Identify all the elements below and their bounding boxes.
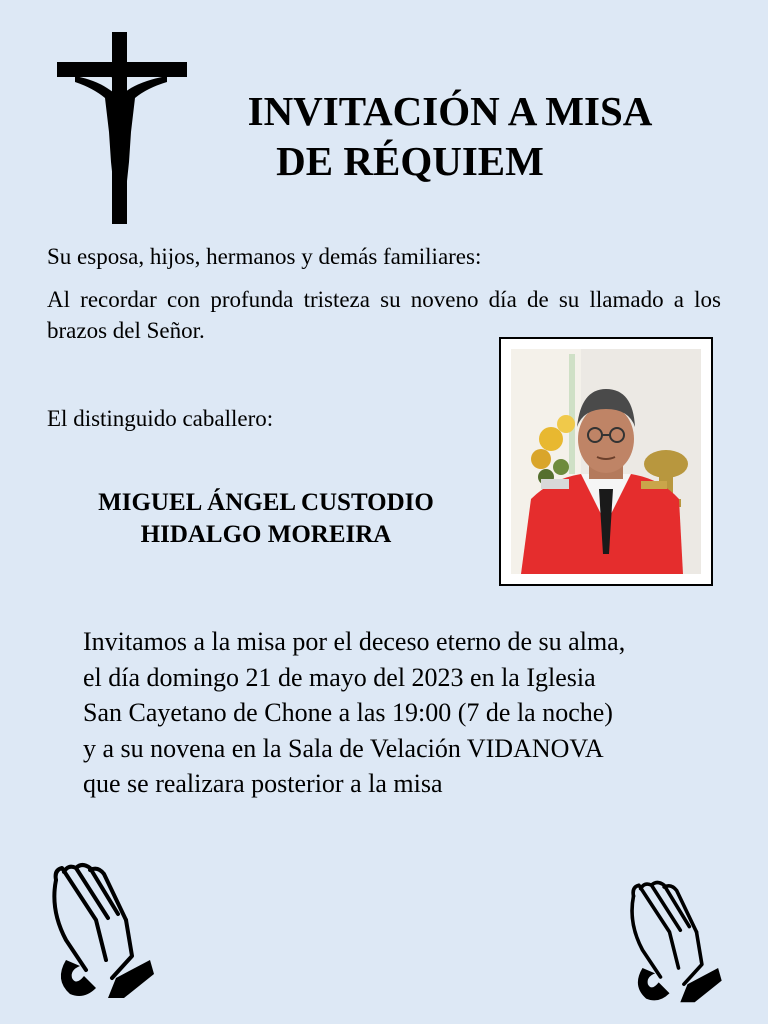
remembrance-paragraph: Al recordar con profunda tristeza su noveno día de su llamado a los brazos del Señor. (47, 287, 721, 343)
deceased-name-line-2: HIDALGO MOREIRA (140, 521, 392, 548)
invitation-paragraph (83, 624, 723, 802)
invitation-line-2: el día domingo 21 de mayo del 2023 en la Iglesia (83, 662, 596, 692)
distinguished-line: El distinguido caballero: (47, 406, 274, 431)
deceased-name (60, 487, 472, 551)
title-line-1: INVITACIÓN A MISA (247, 88, 653, 134)
invitation-line-5: que se realizara posterior a la misa (83, 769, 443, 798)
invitation-line-1: Invitamos a la misa por el deceso eterno de su alma, (83, 627, 626, 656)
invitation-line-4: y a su novena en la Sala de Velación VIDANOVA (83, 733, 604, 763)
title-line-2: DE RÉQUIEM (276, 138, 544, 184)
deceased-name-line-1: MIGUEL ÁNGEL CUSTODIO (98, 489, 434, 516)
invitation-line-3: San Cayetano de Chone a las 19:00 (7 de la noche) (83, 698, 613, 727)
document-title (200, 86, 700, 186)
portrait-frame (499, 337, 713, 586)
praying-hands-icon (620, 878, 728, 1004)
praying-hands-icon (46, 860, 156, 1000)
crucifix-icon (55, 32, 189, 224)
family-line: Su esposa, hijos, hermanos y demás familiares: (47, 244, 482, 269)
portrait-photo (511, 349, 701, 574)
